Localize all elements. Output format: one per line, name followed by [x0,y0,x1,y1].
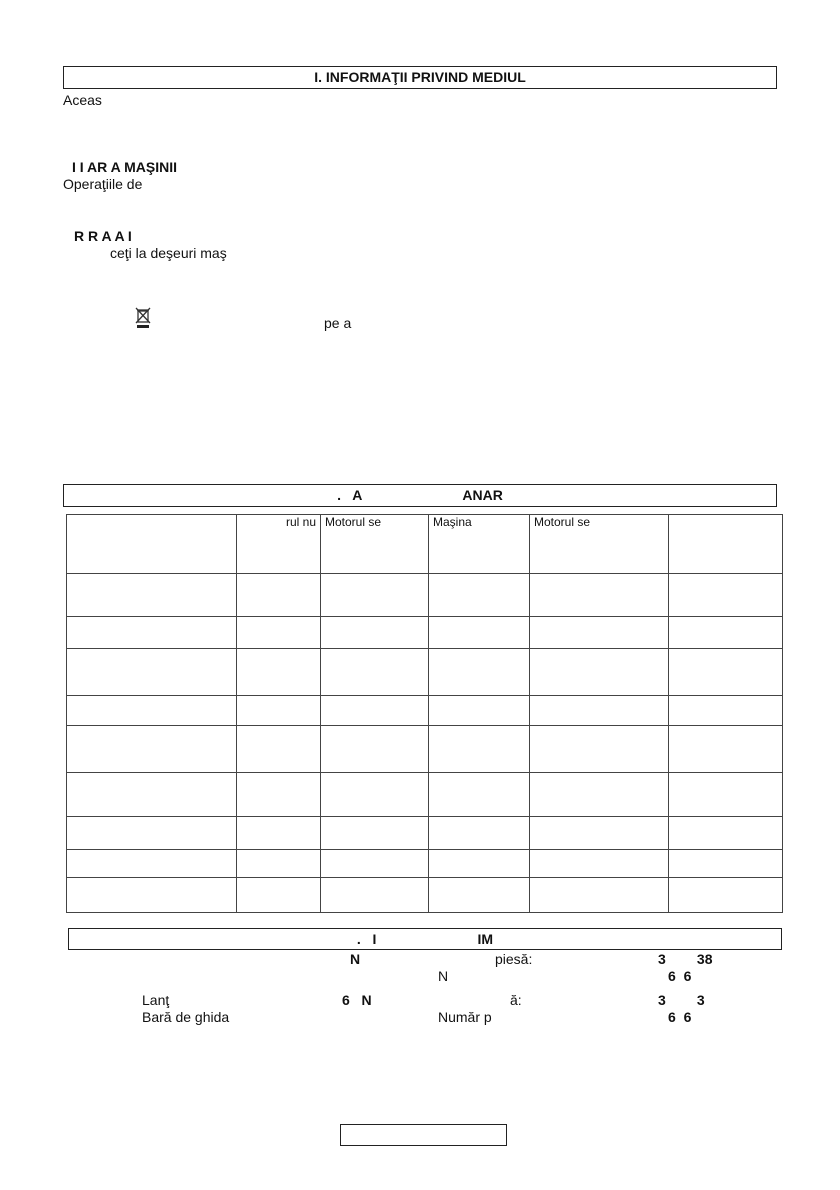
table-row [67,878,783,913]
column-header [669,515,783,574]
operations-text: Operaţiile de [63,176,143,192]
spec-label: N [438,968,449,984]
subheading-recycling: R R A A I [74,228,132,244]
spec-value: 6 N [342,992,372,1008]
spec-value: 3 38 [658,951,713,967]
environment-intro-text: Aceas [63,92,102,108]
troubleshooting-section-header: . A ANAR [63,484,777,507]
column-header: Motorul se [530,515,669,574]
table-header-row [67,515,783,574]
column-header: Motorul se [321,515,429,574]
table-row [67,817,783,850]
table-row [67,773,783,817]
subheading-machine: I I AR A MAŞINII [72,159,177,175]
spec-label: ă: [510,992,522,1008]
spec-value: 3 3 [658,992,705,1008]
column-header: rul nu [237,515,321,574]
table-row [67,649,783,696]
spec-value: 6 6 [668,1009,692,1025]
troubleshooting-table [66,514,783,913]
table-row [67,617,783,649]
spec-value: N [350,951,361,967]
crossed-bin-icon [134,306,152,328]
column-header [67,515,237,574]
table-row [67,726,783,773]
environment-section-header: I. INFORMAŢII PRIVIND MEDIUL [63,66,777,89]
spec-value: 6 6 [668,968,692,984]
recycle-note-text: pe a [324,315,352,331]
spec-label: piesă: [495,951,533,967]
column-header: Maşina [429,515,530,574]
table-row [67,574,783,617]
specs-section-header: . I IM [68,928,782,950]
spec-label-chain: Lanţ [142,992,170,1008]
waste-text: ceţi la deşeuri maş [110,245,227,261]
spec-label: Număr p [438,1009,492,1025]
table-row [67,850,783,878]
page-footer-box [340,1124,507,1146]
table-row [67,696,783,726]
spec-label-guide-bar: Bară de ghida [142,1009,230,1025]
